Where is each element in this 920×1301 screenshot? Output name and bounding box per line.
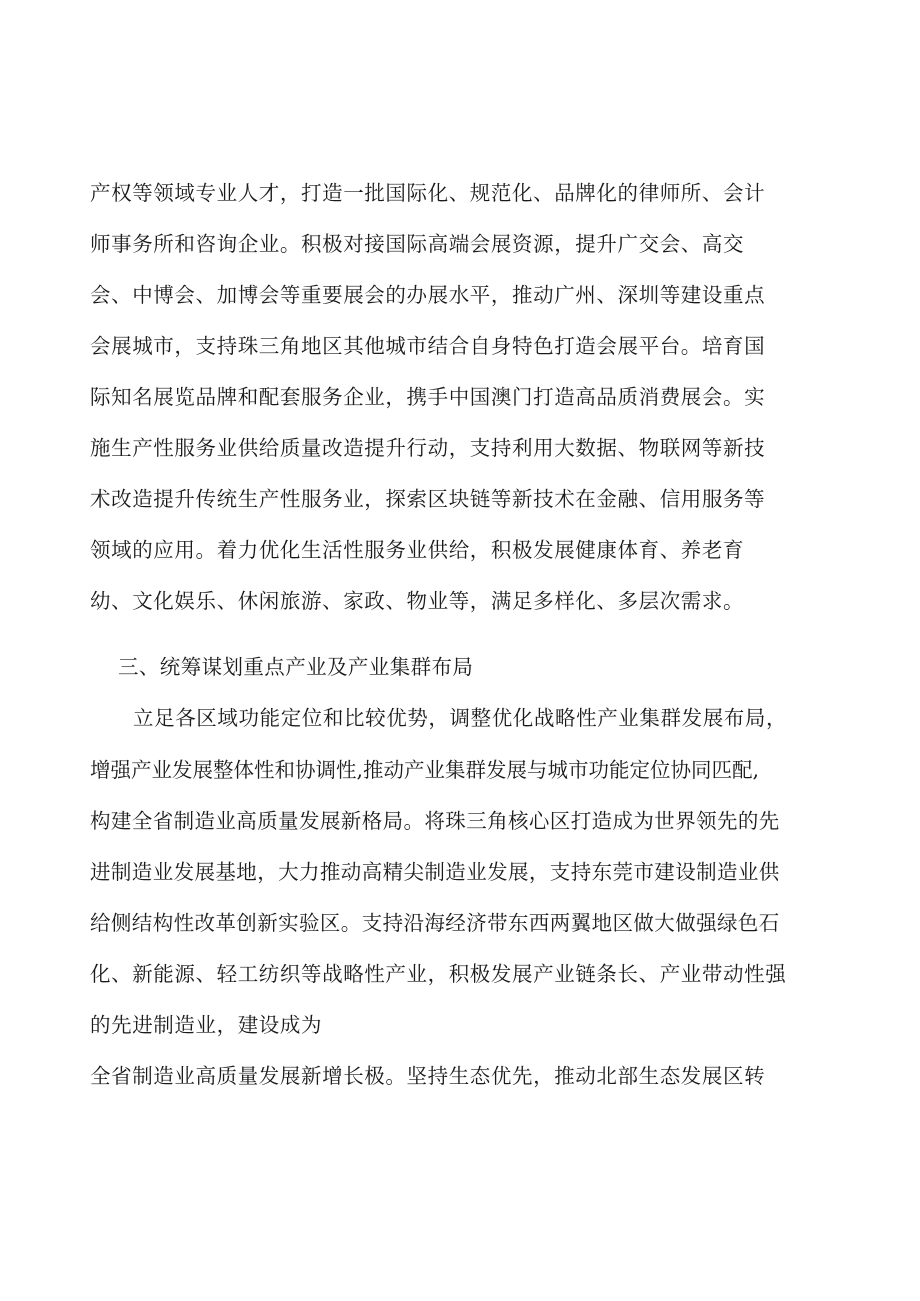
- paragraph-line: 会展城市，支持珠三角地区其他城市结合自身特色打造会展平台。培育国: [90, 334, 766, 358]
- paragraph-line: 幼、文化娱乐、休闲旅游、家政、物业等，满足多样化、多层次需求。: [90, 589, 745, 613]
- paragraph-line: 化、新能源、轻工纺织等战略性产业，积极发展产业链条长、产业带动性强: [90, 962, 787, 986]
- paragraph-line: 产权等领域专业人才，打造一批国际化、规范化、品牌化的律师所、会计: [90, 181, 766, 205]
- paragraph-line: 增强产业发展整体性和协调性,推动产业集群发展与城市功能定位协同匹配,: [90, 758, 760, 782]
- paragraph-line: 立足各区域功能定位和比较优势，调整优化战略性产业集群发展布局，: [133, 706, 788, 730]
- paragraph-line: 领域的应用。着力优化生活性服务业供给，积极发展健康体育、养老育: [90, 538, 745, 562]
- paragraph-line: 给侧结构性改革创新实验区。支持沿海经济带东西两翼地区做大做强绿色石: [90, 911, 780, 935]
- paragraph-line: 会、中博会、加博会等重要展会的办展水平，推动广州、深圳等建设重点: [90, 283, 766, 307]
- paragraph-line: 全省制造业高质量发展新增长极。坚持生态优先，推动北部生态发展区转: [90, 1064, 766, 1088]
- paragraph-line: 进制造业发展基地，大力推动高精尖制造业发展，支持东莞市建设制造业供: [90, 860, 780, 884]
- paragraph-line: 师事务所和咨询企业。积极对接国际高端会展资源，提升广交会、高交: [90, 232, 745, 256]
- paragraph-line: 术改造提升传统生产性服务业，探索区块链等新技术在金融、信用服务等: [90, 487, 766, 511]
- paragraph-line: 际知名展览品牌和配套服务企业，携手中国澳门打造高品质消费展会。实: [90, 385, 766, 409]
- paragraph-line: 构建全省制造业高质量发展新格局。将珠三角核心区打造成为世界领先的先: [90, 809, 780, 833]
- paragraph-line: 的先进制造业，建设成为: [90, 1013, 323, 1037]
- paragraph-line: 施生产性服务业供给质量改造提升行动，支持利用大数据、物联网等新技: [90, 436, 766, 460]
- section-heading: 三、统筹谋划重点产业及产业集群布局: [118, 655, 474, 679]
